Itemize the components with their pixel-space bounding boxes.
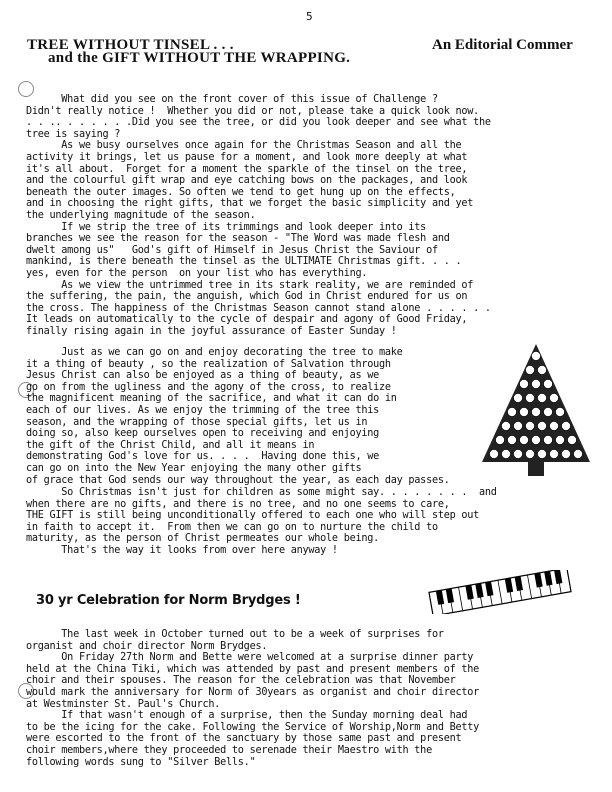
editorial-title-line1: TREE WITHOUT TINSEL . . . [27, 37, 234, 53]
christmas-tree-icon [478, 340, 594, 480]
piano-keyboard-icon [424, 570, 576, 614]
editorial-body-top: What did you see on the front cover of this issue of Challenge ? Didn't really notice ! Whether you did or not, please take a quick look now. . . .. . . . . . .Did you see the tree, or did you look deeper and see what the tree is saying ? As we busy ourselves once again for the Christmas Season and all the activity it brings, let us pause for a moment, and look more deeply at what it's all about. Forget for a moment the sparkle of the tinsel on the tree, and the colourful gift wrap and eye catching bows on the packages, and look beneath the outer images. So often we tend to get hung up on the effects, and in choosing the right gifts, that we forget the basic simplicity and yet the underlying magnitude of the season. If we strip the tree of its trimmings and look deeper into its branches we see the reason for the season - "The Word was made flesh and dwelt among us" God's gift of Himself in Jesus Christ the Saviour of mankind, is there beneath the tinsel as the ULTIMATE Christmas gift. . . . yes, even for the person on your list who has everything. As we view the untrimmed tree in its stark reality, we are reminded of the suffering, the pain, the anguish, which God in Christ endured for us on the cross. The happiness of the Christmas Season cannot stand alone . . . . . . It leads on automatically to the cycle of despair and agony of Good Friday, finally rising again in the joyful assurance of Easter Sunday ! [26, 94, 491, 337]
page-number: 5 [306, 10, 313, 23]
celebration-heading: 30 yr Celebration for Norm Brydges ! [36, 593, 301, 608]
editorial-title-line2: and the GIFT WITHOUT THE WRAPPING. [48, 50, 351, 66]
editorial-body-bottom: So Christmas isn't just for children as some might say. . . . . . . . and when there are no gifts, and there is no tree, and no one seems to care, THE GIFT is still being unconditionally offered to each one who will step out in faith to accept it. From then we can go on to nurture the child to maturity, as the person of Christ permeates our whole being. That's the way it looks from over here anyway ! [26, 487, 497, 556]
celebration-body: The last week in October turned out to be a week of surprises for organist and choir director Norm Brydges. On Friday 27th Norm and Bette were welcomed at a surprise dinner party held at the China Tiki, which was attended by past and present members of the choir and their spouses. The reason for the celebration was that November would mark the anniversary for Norm of 30years as organist and choir director at Westminster St. Paul's Church. If that wasn't enough of a surprise, then the Sunday morning deal had to be the icing for the cake. Following the Service of Worship,Norm and Betty were escorted to the front of the sanctuary by those same past and present choir members,where they proceeded to serenade their Maestro with the following words sung to "Silver Bells." [26, 629, 480, 768]
editorial-body-middle: Just as we can go on and enjoy decorating the tree to make it a thing of beauty , so the realization of Salvation through Jesus Christ can also be enjoyed as a thing of beauty, as we go on from the ugliness and the agony of the cross, to realize the magnificent meaning of the sacrifice, and what it can do in each of our lives. As we enjoy the trimming of the tree this season, and the wrapping of those special gifts, let us in doing so, also keep ourselves open to receiving and enjoying the gift of the Christ Child, and all it means in demonstrating God's love for us. . . . Having done this, we can go on into the New Year enjoying the many other gifts of grace that God sends our way throughout the year, as each day passes. [26, 347, 450, 486]
editorial-tag: An Editorial Commer [432, 37, 573, 53]
